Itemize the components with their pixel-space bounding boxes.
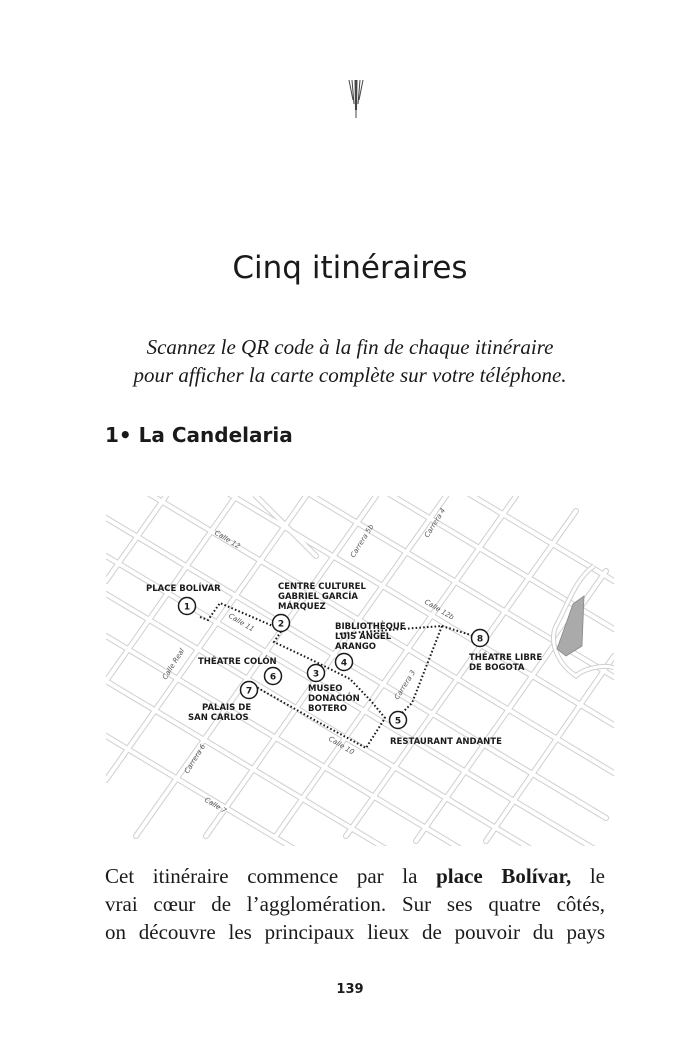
svg-text:7: 7 bbox=[245, 686, 253, 697]
place-label: DONACIÓN bbox=[308, 694, 360, 704]
place-marker bbox=[179, 598, 196, 615]
itinerary-map bbox=[106, 496, 614, 846]
street-label: Calle 11 bbox=[226, 611, 256, 634]
body-text-run: le bbox=[571, 864, 605, 888]
svg-text:6: 6 bbox=[269, 672, 277, 683]
place-label: BOTERO bbox=[308, 704, 348, 714]
body-line: on découvre les principaux lieux de pouvoir du pays bbox=[105, 920, 605, 944]
body-line: vrai cœur de l’agglomération. Sur ses quatre côtés, bbox=[105, 892, 605, 916]
svg-text:3: 3 bbox=[312, 669, 320, 680]
body-paragraph bbox=[105, 862, 605, 946]
street-label: Calle 12b bbox=[422, 597, 456, 622]
place-label: MUSEO bbox=[308, 684, 343, 694]
street-label: Calle Real bbox=[160, 647, 187, 682]
place-marker bbox=[390, 712, 407, 729]
svg-text:4: 4 bbox=[340, 658, 348, 669]
ornament-icon bbox=[344, 78, 368, 120]
place-label: PLACE BOLÍVAR bbox=[146, 584, 221, 594]
page-number: 139 bbox=[336, 982, 364, 997]
street-label: Carrera 6 bbox=[182, 742, 208, 776]
body-line bbox=[105, 862, 605, 890]
place-label: MÁRQUEZ bbox=[278, 602, 326, 612]
place-label: PALAIS DE bbox=[202, 703, 252, 713]
intro-line: pour afficher la carte complète sur votre téléphone. bbox=[133, 363, 567, 387]
place-marker bbox=[336, 654, 353, 671]
street-label: Carrera 4 bbox=[422, 506, 448, 540]
place-label: SAN CARLOS bbox=[188, 713, 249, 723]
place-label: RESTAURANT ANDANTE bbox=[390, 737, 502, 747]
svg-text:8: 8 bbox=[476, 634, 484, 645]
place-label: THÉATRE LIBRE bbox=[469, 653, 543, 663]
place-label: GABRIEL GARCÍA bbox=[278, 592, 359, 602]
svg-text:5: 5 bbox=[394, 716, 402, 727]
place-name-highlight: place Bolívar, bbox=[436, 864, 572, 888]
place-label: THÉATRE COLÓN bbox=[198, 657, 277, 667]
body-text-run: Cet itinéraire commence par la bbox=[105, 864, 437, 888]
street-label: Carrera 5b bbox=[348, 522, 376, 560]
route-heading: 1• La Candelaria bbox=[105, 423, 293, 447]
place-label: ARANGO bbox=[335, 642, 377, 652]
street-label: Calle 12 bbox=[212, 528, 242, 551]
place-marker bbox=[308, 665, 325, 682]
svg-text:2: 2 bbox=[277, 619, 285, 630]
place-label: LUIS ÁNGEL bbox=[335, 632, 392, 642]
street-label: Calle 7 bbox=[202, 795, 228, 816]
place-label: BIBLIOTHÈQUE bbox=[335, 622, 406, 632]
place-marker bbox=[273, 615, 290, 632]
place-label: CENTRE CULTUREL bbox=[278, 582, 366, 592]
svg-text:1: 1 bbox=[183, 602, 191, 613]
place-label: DE BOGOTA bbox=[469, 663, 525, 673]
place-marker bbox=[265, 668, 282, 685]
place-marker bbox=[472, 630, 489, 647]
intro-text bbox=[60, 333, 640, 389]
street-label: Calle 10 bbox=[326, 734, 356, 757]
street-label: Carrera 3 bbox=[392, 668, 418, 702]
place-marker bbox=[241, 682, 258, 699]
page-title: Cinq itinéraires bbox=[232, 250, 468, 286]
intro-line: Scannez le QR code à la fin de chaque itinéraire bbox=[146, 335, 554, 359]
